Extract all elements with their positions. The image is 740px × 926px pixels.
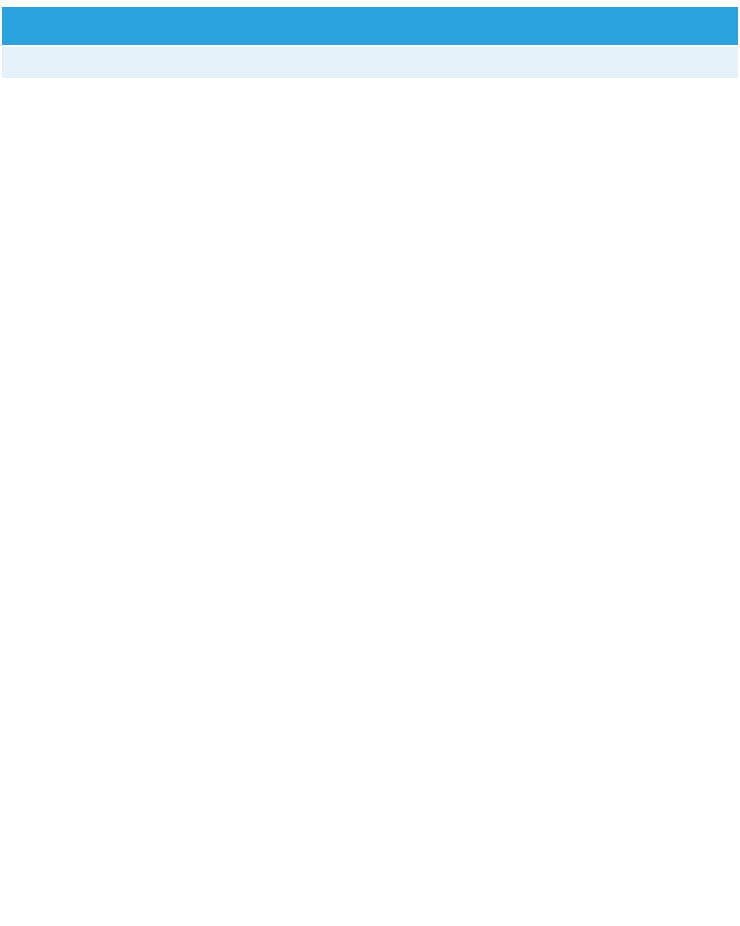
table-title	[2, 7, 738, 45]
header-spacer-row	[2, 47, 738, 78]
